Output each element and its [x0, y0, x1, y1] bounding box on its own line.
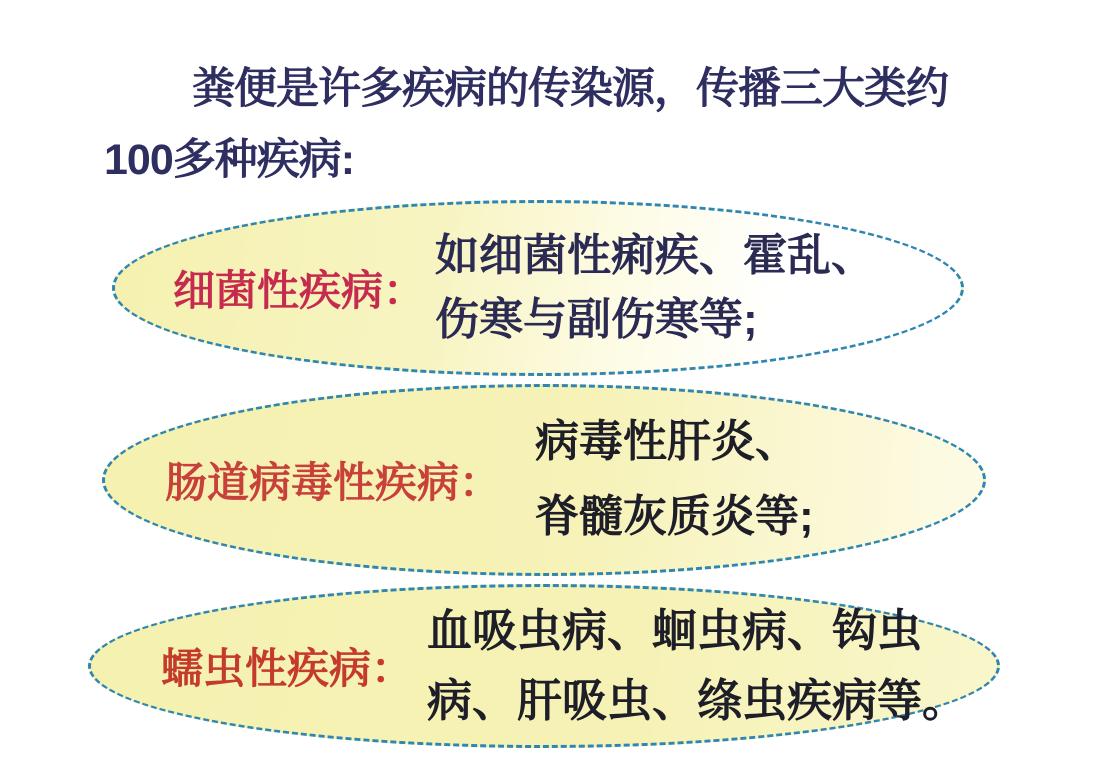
description-line: 血吸虫病、蛔虫病、钩虫: [427, 605, 923, 657]
description-line: 脊髓灰质炎等;: [535, 492, 814, 541]
intro-text-line-1: 粪便是许多疾病的传染源，传播三大类约: [192, 65, 948, 113]
description-line: 如细菌性痢疾、霍乱、: [435, 231, 876, 281]
intro-text-line-2: 100多种疾病:: [104, 136, 355, 184]
description-line: 病毒性肝炎、: [535, 417, 800, 467]
category-label-bacterial: 细菌性疾病：: [173, 267, 426, 314]
description-line: 伤寒与副伤寒等;: [435, 295, 758, 344]
category-bubble-enteric-viral-diseases: [102, 384, 986, 576]
category-description-helminthic: [427, 596, 967, 736]
category-bubble-helminthic-diseases: [88, 584, 1000, 748]
category-label-enteric-viral: 肠道病毒性疾病：: [165, 459, 502, 506]
description-line: 病、肝吸虫、绦虫疾病等。: [427, 675, 968, 726]
category-label-helminthic: 蠕虫性疾病：: [161, 645, 414, 692]
category-description-enteric-viral: [535, 405, 814, 555]
category-description-bacterial: [435, 224, 875, 352]
category-bubble-bacterial-diseases: [112, 200, 964, 376]
